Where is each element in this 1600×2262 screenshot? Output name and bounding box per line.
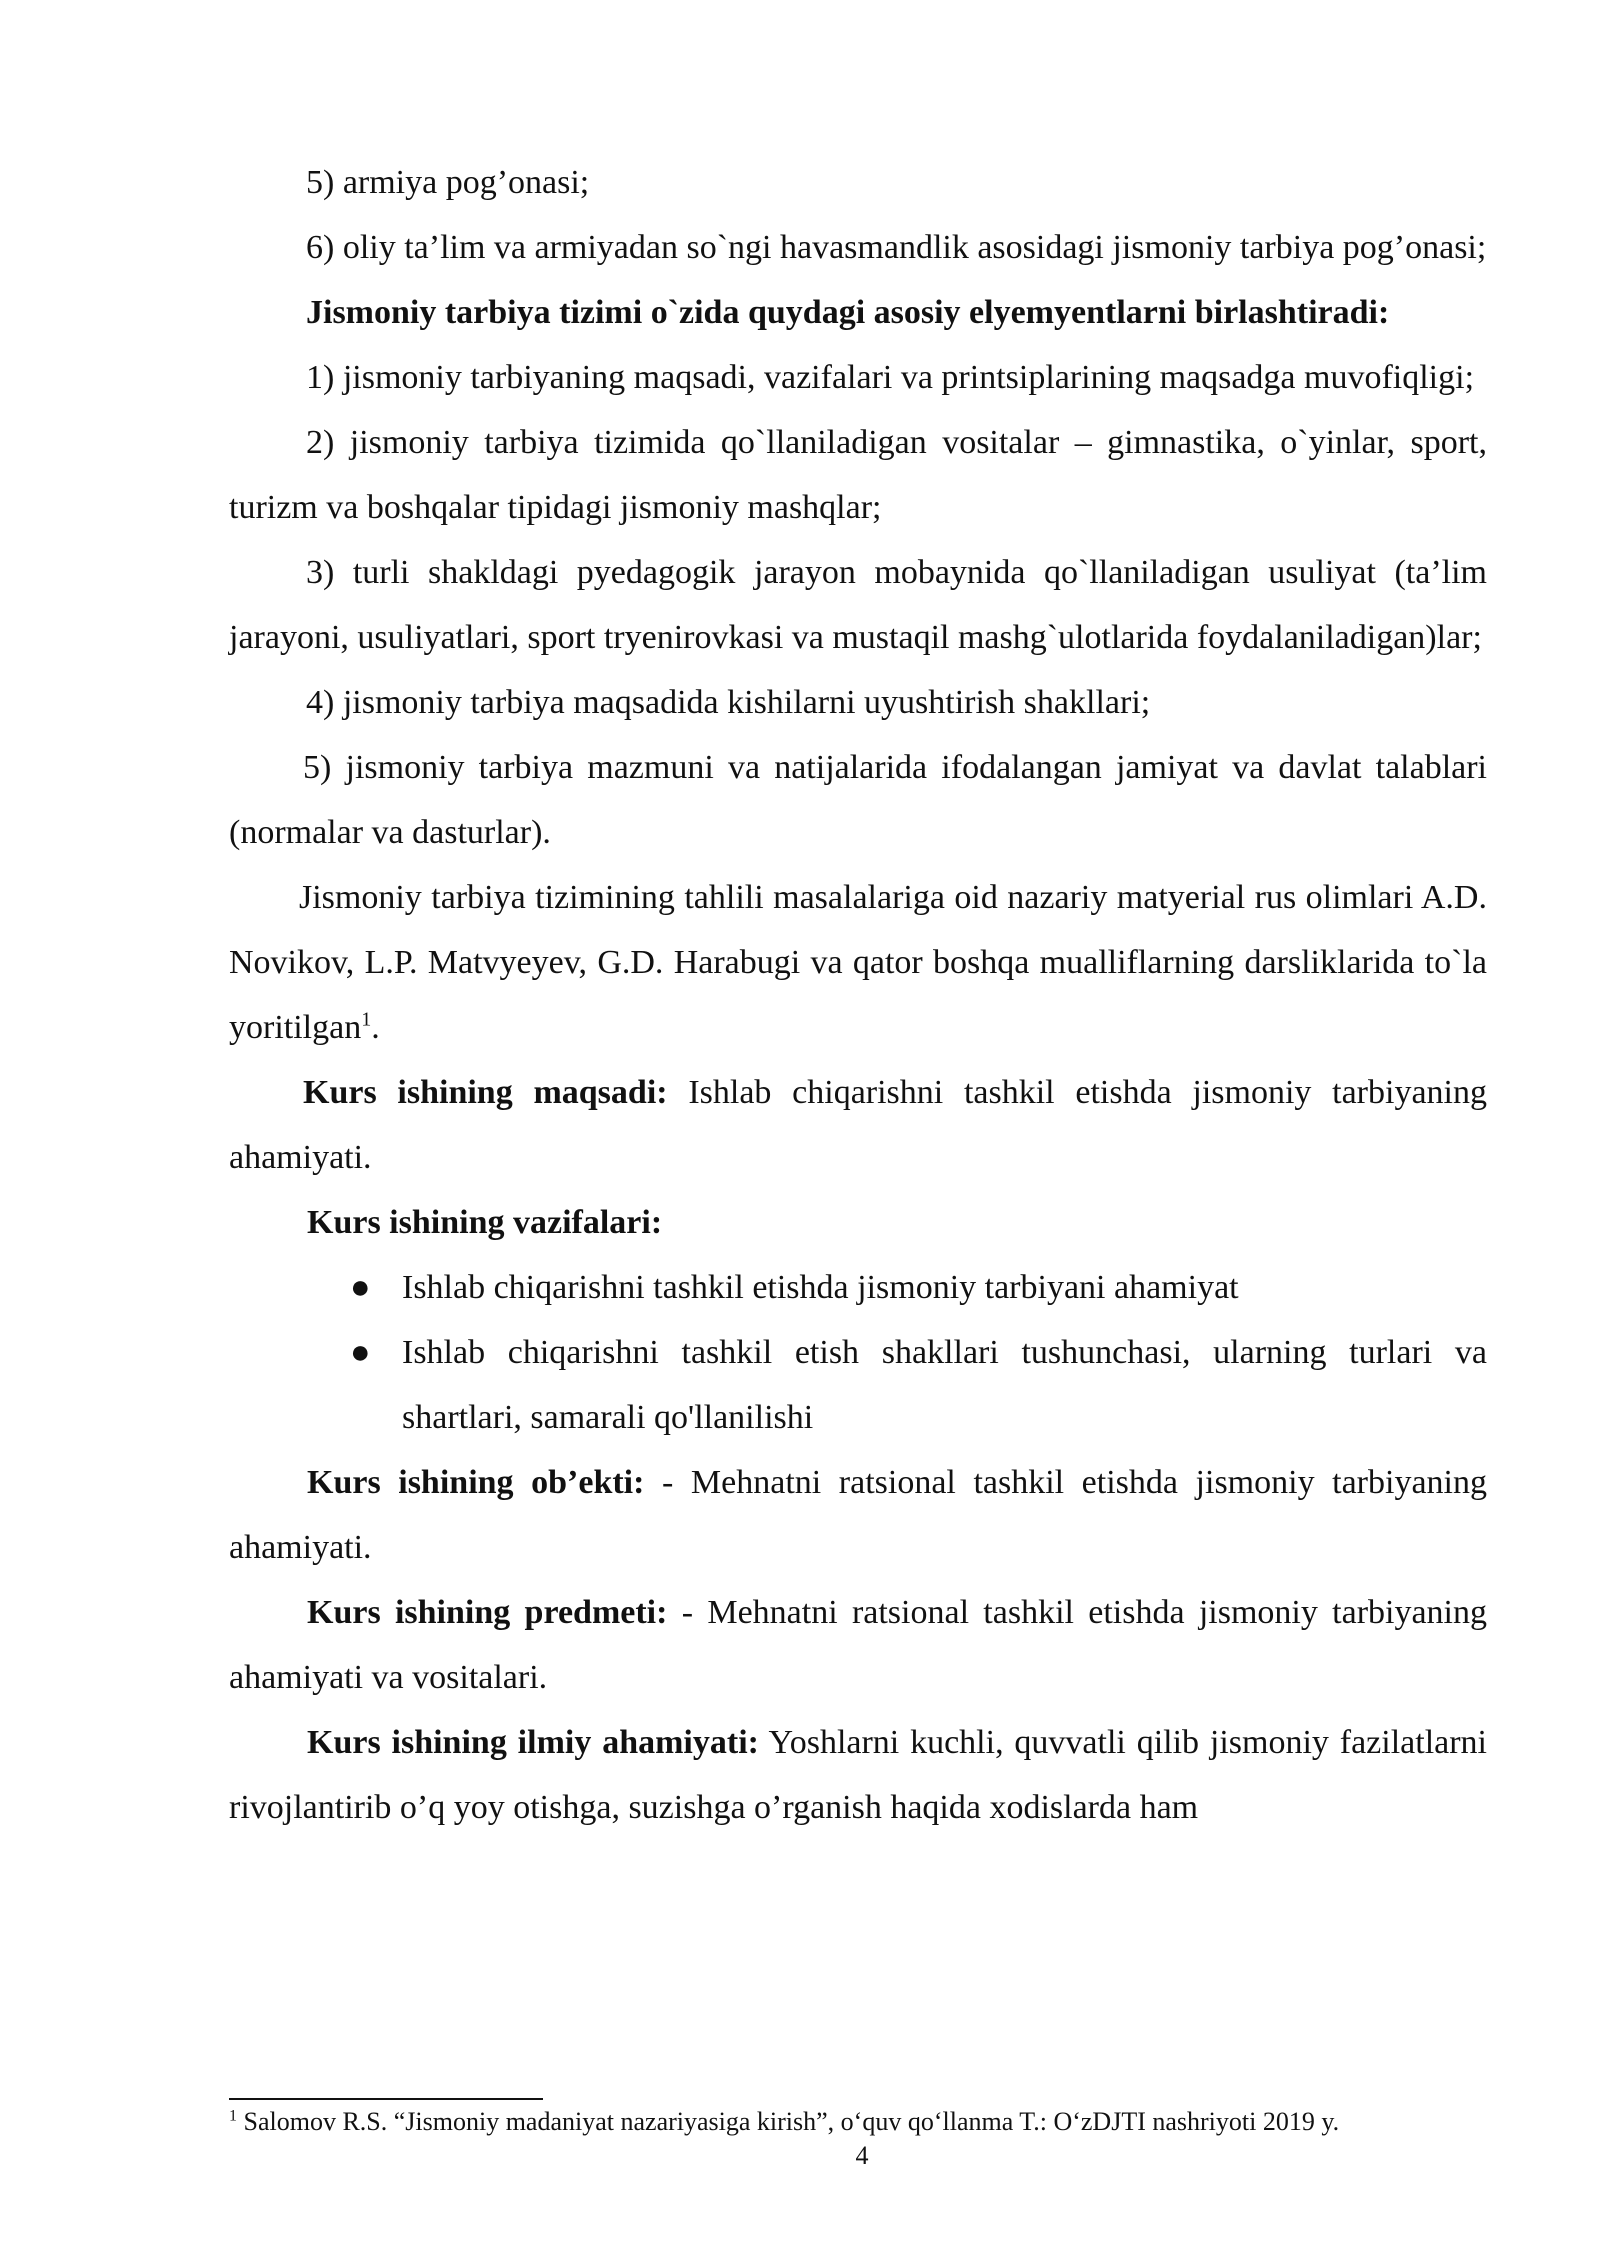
obyekt-label: Kurs ishining ob’ekti: (307, 1464, 645, 1501)
list-item-text: Ishlab chiqarishni tashkil etish shakllari tushunchasi, ularning turlari va shartlari, samarali qo'llanilishi (402, 1334, 1487, 1436)
paragraph-armiya: 5) armiya pog’onasi; (306, 164, 590, 201)
footnote (229, 2104, 1487, 2140)
paragraph-vazifa (229, 1190, 1487, 1255)
list-item-text: Ishlab chiqarishni tashkil etishda jismoniy tarbiyani ahamiyat (402, 1269, 1239, 1306)
footnote-marker: 1 (229, 2107, 237, 2125)
footnote-ref: 1 (361, 1008, 372, 1031)
vazifa-label: Kurs ishining vazifalari: (307, 1204, 663, 1241)
tizim-heading-bold: Jismoniy tarbiya tizimi o`zida quydagi asosiy elyemyentlarni birlashtiradi: (306, 294, 1390, 331)
paragraph-item-2: 2) jismoniy tarbiya tizimida qo`llaniladigan vositalar – gimnastika, o`yinlar, sport, turizm va boshqalar tipidagi jismoniy mashqlar; (229, 424, 1487, 526)
vazifa-list (229, 1255, 1487, 1450)
paragraph-ilmiy (229, 1710, 1487, 1840)
page-number: 4 (855, 2141, 869, 2170)
tahlil-text: Jismoniy tarbiya tizimining tahlili masalalariga oid nazariy matyerial rus olimlari A.D. Novikov, L.P. Matvyeyev, G.D. Harabugi va qator boshqa mualliflarning darsliklarida to`la yoritilgan (229, 879, 1487, 1046)
tahlil-end: . (371, 1009, 380, 1046)
obyekt-text: - Mehnatni ratsional tashkil etishda jismoniy tarbiyaning ahamiyati. (229, 1464, 1487, 1566)
body-text (229, 150, 1487, 1840)
list-item (350, 1320, 1487, 1450)
paragraph-predmet (229, 1580, 1487, 1710)
paragraph-item-3: 3) turli shakldagi pyedagogik jarayon mobaynida qo`llaniladigan usuliyat (ta’lim jarayoni, usuliyatlari, sport tryenirovkasi va mustaqil mashg`ulotlarida foydalaniladigan)lar; (229, 554, 1487, 656)
list-item (350, 1255, 1487, 1320)
paragraph-oliy-talim: 6) oliy ta’lim va armiyadan so`ngi havasmandlik asosidagi jismoniy tarbiya pog’onasi; (306, 229, 1487, 266)
bullet-icon: ● (350, 1269, 371, 1306)
bullet-icon: ● (350, 1334, 371, 1371)
predmet-label: Kurs ishining predmeti: (307, 1594, 668, 1631)
paragraph-obyekt (229, 1450, 1487, 1580)
predmet-text: - Mehnatni ratsional tashkil etishda jismoniy tarbiyaning ahamiyati va vositalari. (229, 1594, 1487, 1696)
paragraph-item-4: 4) jismoniy tarbiya maqsadida kishilarni uyushtirish shakllari; (306, 684, 1151, 721)
footnote-divider (229, 2098, 543, 2100)
paragraph-item-1: 1) jismoniy tarbiyaning maqsadi, vazifalari va printsiplarining maqsadga muvofiqligi; (306, 359, 1475, 396)
footnote-text: Salomov R.S. “Jismoniy madaniyat nazariyasiga kirish”, o‘quv qo‘llanma T.: O‘zDJTI nashriyoti 2019 y. (237, 2107, 1340, 2136)
ilmiy-label: Kurs ishining ilmiy ahamiyati: (307, 1724, 759, 1761)
paragraph-item-5: 5) jismoniy tarbiya mazmuni va natijalarida ifodalangan jamiyat va davlat talablari (normalar va dasturlar). (229, 749, 1487, 851)
maqsad-label: Kurs ishining maqsadi: (303, 1074, 668, 1111)
maqsad-text: Ishlab chiqarishni tashkil etishda jismoniy tarbiyaning ahamiyati. (229, 1074, 1487, 1176)
paragraph-tahlil (229, 865, 1487, 1060)
ilmiy-text: Yoshlarni kuchli, quvvatli qilib jismoniy fazilatlarni rivojlantirib o’q yoy otishga, suzishga o’rganish haqida xodislarda ham (229, 1724, 1488, 1826)
paragraph-maqsad (229, 1060, 1487, 1190)
paragraph-tizim-heading (229, 280, 1487, 345)
